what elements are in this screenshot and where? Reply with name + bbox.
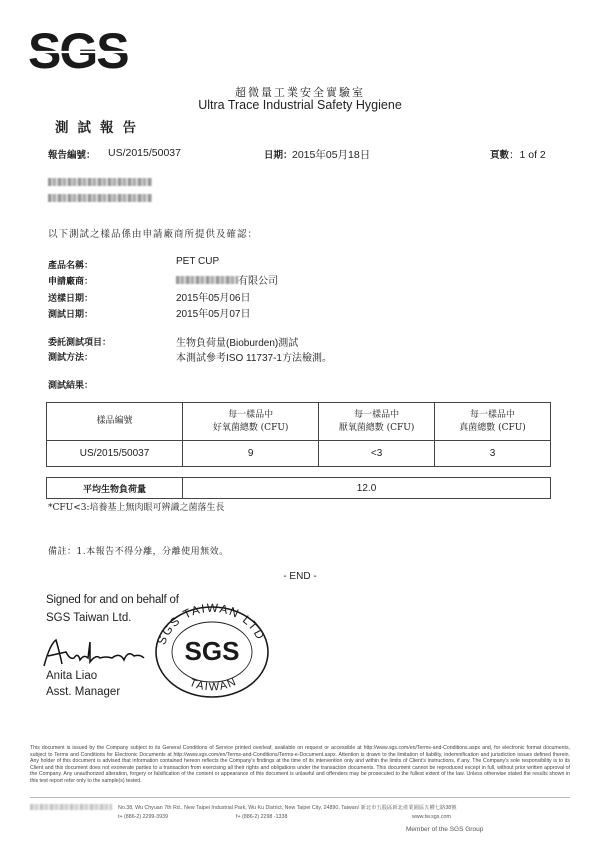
- lab-name-zh: 超微量工業安全實驗室: [235, 86, 365, 99]
- signer-company: SGS Taiwan Ltd.: [46, 612, 132, 624]
- header-aerobic: 每一樣品中 好氧菌總數 (CFU): [183, 403, 319, 441]
- signer-name: Anita Liao: [46, 670, 98, 682]
- cell-anaerobic: <3: [319, 441, 435, 467]
- pages-value: ：1 of 2: [509, 149, 546, 161]
- cell-sample-no: US/2015/50037: [47, 441, 183, 467]
- sgs-stamp: [150, 600, 274, 700]
- lab-name-en: Ultra Trace Industrial Safety Hygiene: [198, 98, 402, 112]
- intro-text: 以下測試之樣品係由申請廠商所提供及確認：: [48, 229, 259, 240]
- header-fungi: 每一樣品中 真菌總數 (CFU): [435, 403, 551, 441]
- sgs-logo-text: SGS: [28, 23, 128, 78]
- applicant-label: 申請廠商：: [48, 277, 94, 287]
- header-sample-no: 樣品編號: [47, 403, 183, 441]
- test-date: 2015年05月07日: [176, 309, 251, 320]
- received-date: 2015年05月06日: [176, 293, 251, 304]
- redacted-address-line-2: [48, 194, 152, 202]
- test-method-label: 測試方法：: [48, 353, 94, 363]
- report-no: US/2015/50037: [108, 147, 181, 159]
- test-method: 本測試參考ISO 11737-1方法檢測。: [176, 353, 332, 364]
- product-name: PET CUP: [176, 256, 220, 267]
- sgs-logo: [28, 22, 130, 78]
- footer-divider: [30, 797, 570, 798]
- results-table: [46, 402, 551, 467]
- footer-member: Member of the SGS Group: [406, 826, 484, 833]
- pages-label: 頁數: [490, 150, 510, 161]
- cell-aerobic: 9: [183, 441, 319, 467]
- remark: 備註：1.本報告不得分離，分離使用無效。: [48, 547, 229, 557]
- signed-for-text: Signed for and on behalf of: [46, 594, 179, 606]
- redacted-address-line-1: [48, 178, 152, 186]
- end-marker: - END -: [283, 571, 317, 582]
- average-table: [46, 477, 551, 499]
- average-value: 12.0: [183, 478, 551, 499]
- redacted-applicant: [176, 276, 238, 284]
- stamp-center-text: SGS: [184, 636, 240, 666]
- results-label: 測試結果：: [48, 381, 94, 391]
- stamp-bottom-text: TAIWAN: [187, 675, 240, 694]
- test-items: 生物負荷量(Bioburden)測試: [176, 338, 299, 349]
- report-no-label: 報告編號：: [48, 150, 96, 161]
- svg-text:TAIWAN: [188, 676, 239, 694]
- footer-disclaimer: This document is issued by the Company subject to its General Conditions of Service printed overleaf, available on request or accessible at http://www.sgs.com/en/Terms-and-Conditions.aspx and, for electronic format documents, subject to Terms and Conditions for Electronic Documents at http://www.sgs.com/en/Terms-and-Conditions/Terms-e-Document.aspx. Attention is drawn to the limitation of liability, indemnification and jurisdiction issues defined therein. Any holder of this document is advised that information contained hereon reflects the Company's findings at the time of its intervention only and within the limits of Client's instructions, if any. The Company's sole responsibility is to its Client and this document does not exonerate parties to a transaction from exercising all their rights and obligations under the transaction documents. This document cannot be reproduced except in full, without prior written approval of the Company. Any unauthorized alteration, forgery or falsification of the content or appearance of this document is unlawful and offenders may be prosecuted to the fullest extent of the law. Unless otherwise stated the results shown in this test report refer only to the sample(s) tested.: [30, 745, 570, 784]
- cell-fungi: 3: [435, 441, 551, 467]
- report-title: 測試報告: [55, 120, 145, 136]
- cfu-note: *CFU<3:培養基上無肉眼可辨識之菌落生長: [48, 503, 225, 513]
- footer-address: No.38, Wu Chyuan 7th Rd., New Taipei Industrial Park, Wu Ku District, New Taipei City, 24890, Taiwan/ 新北市五股區新北產業園區五權七路38號: [118, 805, 457, 811]
- stamp-top-text: SGS TAIWAN LTD: [154, 600, 268, 647]
- date-label: 日期：: [264, 150, 293, 161]
- test-items-label: 委託測試項目：: [48, 338, 112, 348]
- report-date: 2015年05月18日: [292, 149, 371, 161]
- footer-tel: t+ (886-2) 2299-3939: [118, 814, 168, 820]
- average-label: 平均生物負荷量: [47, 478, 183, 499]
- footer-web: www.tw.sgs.com: [412, 814, 451, 820]
- signer-title: Asst. Manager: [46, 686, 121, 698]
- product-name-label: 產品名稱：: [48, 261, 94, 271]
- applicant-suffix: 有限公司: [238, 276, 278, 287]
- header-anaerobic: 每一樣品中 厭氧菌總數 (CFU): [319, 403, 435, 441]
- test-date-label: 測試日期：: [48, 310, 94, 320]
- footer-fax: f+ (886-2) 2298 -1338: [236, 814, 288, 820]
- received-date-label: 送樣日期：: [48, 294, 94, 304]
- redacted-footer-stamp: [30, 804, 112, 810]
